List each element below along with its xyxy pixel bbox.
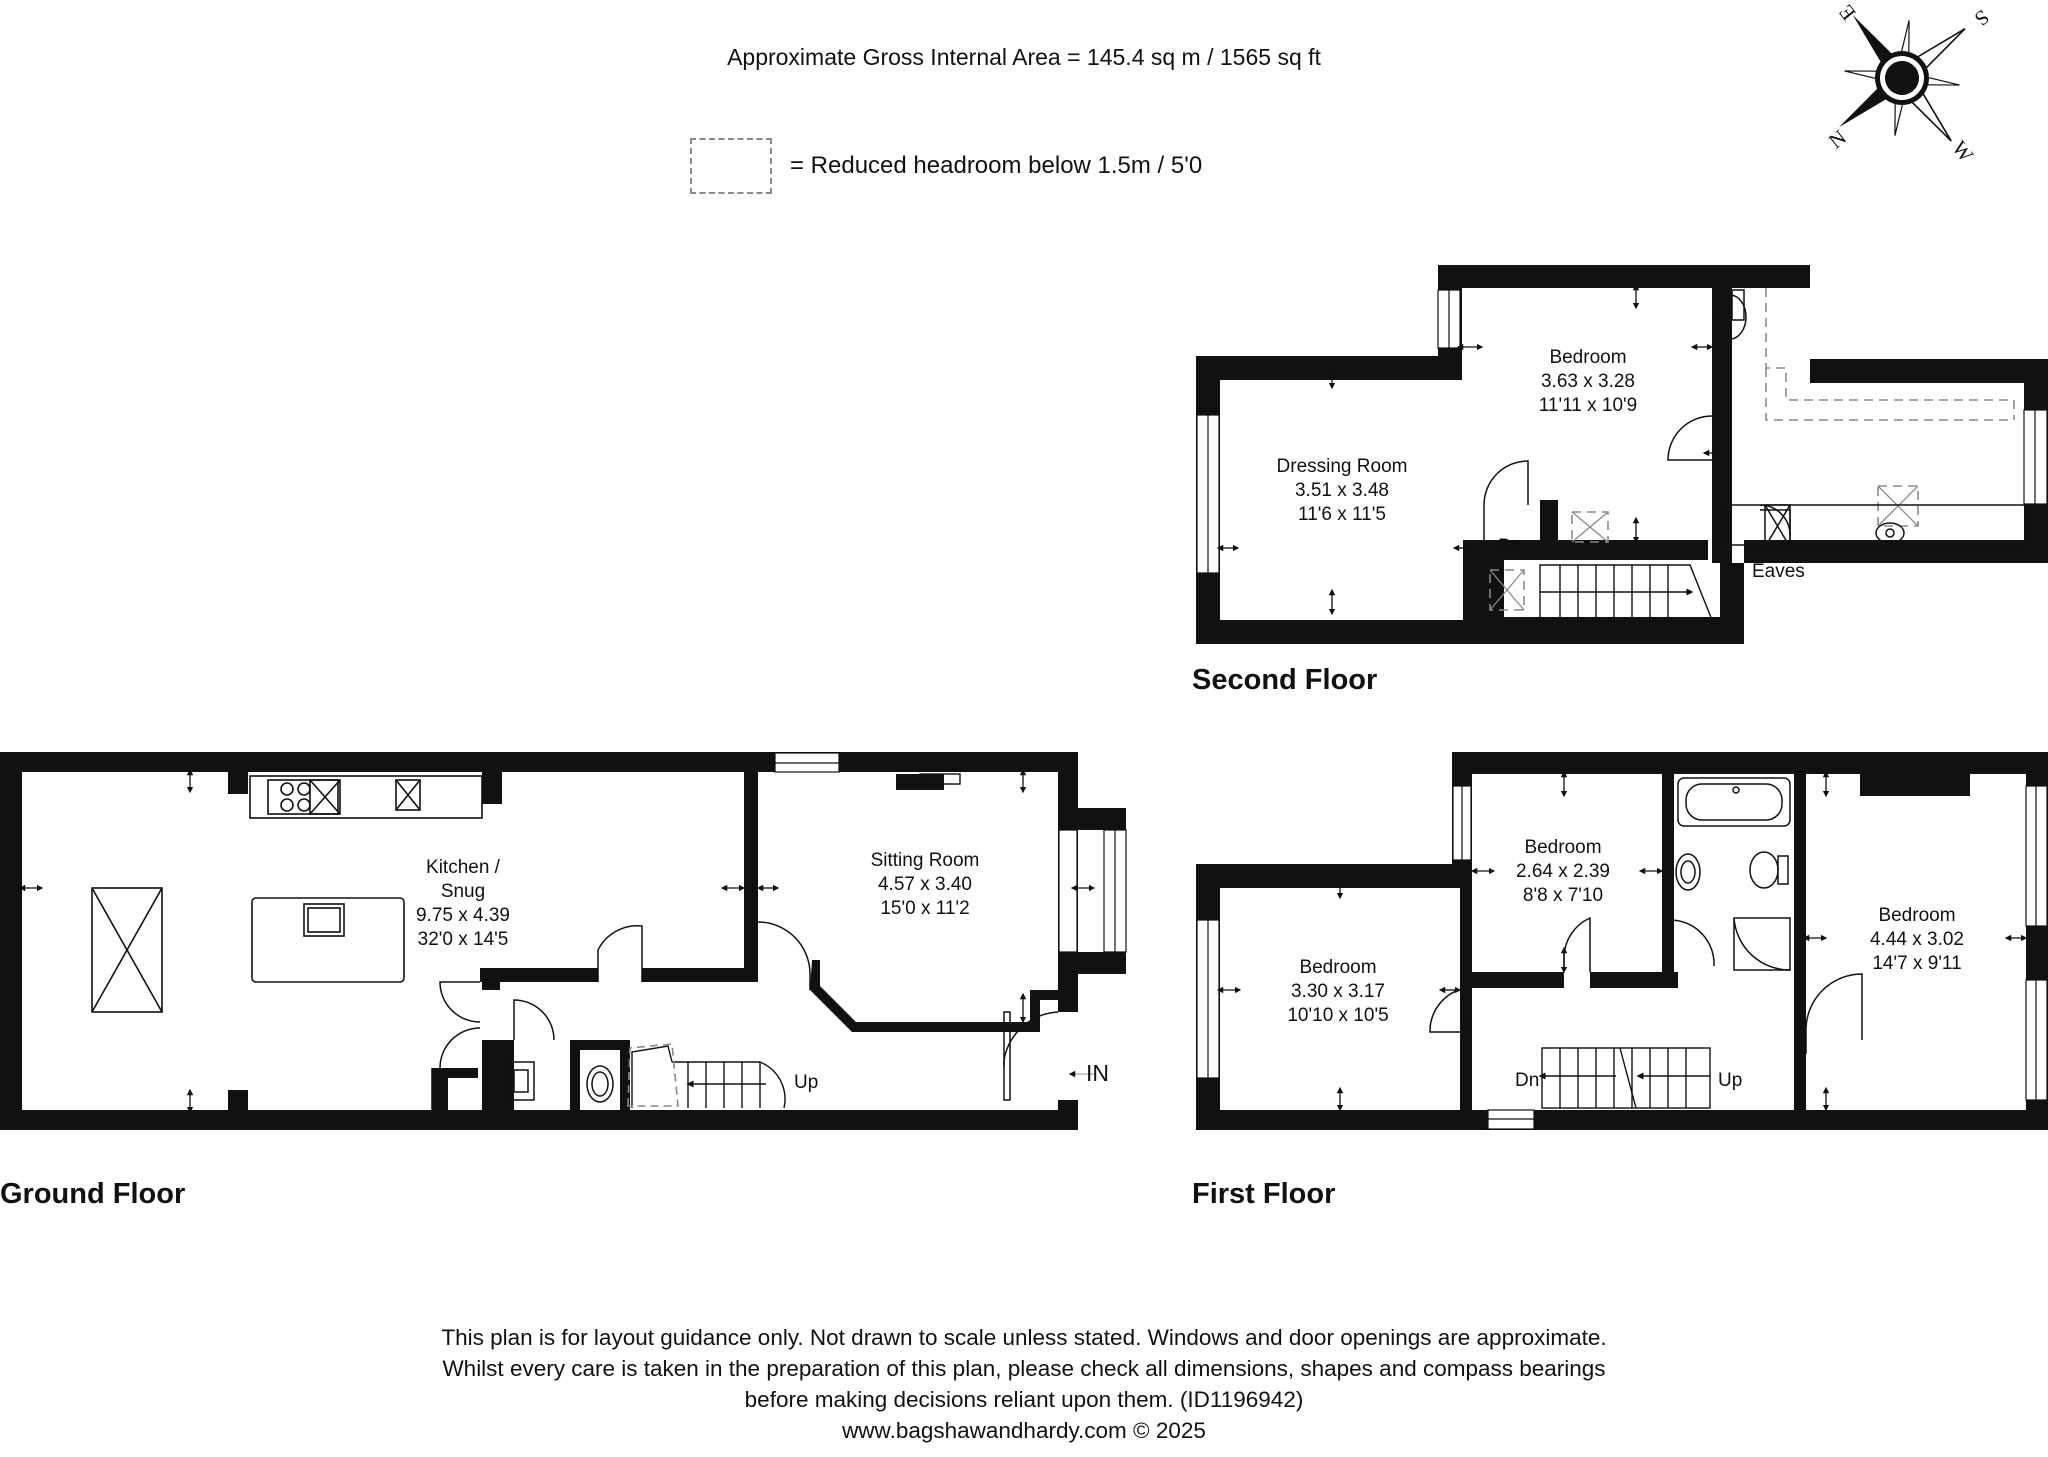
room-metric: 3.51 x 3.48	[1294, 480, 1390, 501]
entrance-label: IN	[1086, 1060, 1109, 1086]
compass-icon	[1790, 0, 2015, 190]
stairs-up-label-ground: Up	[794, 1072, 819, 1093]
room-imperial: 32'0 x 14'5	[417, 929, 509, 950]
room-imperial: 15'0 x 11'2	[880, 898, 970, 919]
room-name: Sitting Room	[870, 850, 980, 871]
website-copyright: www.bagshawandhardy.com © 2025	[842, 1418, 1206, 1443]
stairs-up-label-first: Up	[1718, 1070, 1743, 1091]
room-label-kitchen-snug	[416, 856, 510, 952]
room-metric: 4.44 x 3.02	[1869, 929, 1965, 950]
disclaimer-line-2: Whilst every care is taken in the preparation of this plan, please check all dimensions, shapes and compass bearings	[442, 1356, 1606, 1381]
room-name: Bedroom	[1299, 957, 1377, 978]
compass-letter-w: W	[1947, 136, 1979, 167]
disclaimer-line-3: before making decisions reliant upon them. (ID1196942)	[744, 1387, 1304, 1412]
room-name: Bedroom	[1524, 837, 1602, 858]
room-name: Dressing Room	[1276, 456, 1408, 477]
room-metric: 4.57 x 3.40	[877, 874, 973, 895]
disclaimer-footer	[0, 1322, 2048, 1446]
room-metric: 2.64 x 2.39	[1515, 861, 1611, 882]
room-imperial: 8'8 x 7'10	[1522, 885, 1604, 906]
room-imperial: 14'7 x 9'11	[1872, 953, 1962, 974]
room-name: Bedroom	[1878, 905, 1956, 926]
compass-letter-e: E	[1833, 0, 1861, 26]
floor-title-ground: Ground Floor	[0, 1178, 186, 1210]
room-imperial: 11'11 x 10'9	[1538, 395, 1638, 416]
room-metric: 3.30 x 3.17	[1290, 981, 1386, 1002]
eaves-label: Eaves	[1752, 561, 1805, 582]
room-label-sitting-room	[871, 849, 980, 921]
room-imperial: 11'6 x 11'5	[1298, 504, 1386, 525]
room-metric: 3.63 x 3.28	[1540, 371, 1636, 392]
reduced-headroom-legend-text: = Reduced headroom below 1.5m / 5'0	[790, 152, 1203, 179]
room-name: Bedroom	[1549, 347, 1627, 368]
room-label-dressing-room	[1277, 455, 1408, 527]
disclaimer-line-1: This plan is for layout guidance only. Not drawn to scale unless stated. Windows and door openings are approximate.	[441, 1325, 1607, 1350]
stairs-down-label-second: Dn	[1498, 536, 1523, 557]
room-name-line2: Snug	[440, 881, 486, 902]
floor-title-first: First Floor	[1192, 1178, 1336, 1210]
room-name-line1: Kitchen /	[426, 857, 500, 878]
room-label-bedroom-second	[1539, 346, 1637, 418]
room-metric: 9.75 x 4.39	[415, 905, 511, 926]
floor-title-second: Second Floor	[1192, 664, 1378, 696]
room-label-bedroom-first-middle	[1516, 836, 1610, 908]
compass-letter-n: N	[1824, 125, 1851, 154]
room-imperial: 10'10 x 10'5	[1287, 1005, 1389, 1026]
stairs-down-label-first: Dn	[1515, 1070, 1540, 1091]
room-label-bedroom-first-right	[1870, 904, 1964, 976]
gross-area-text: Approximate Gross Internal Area = 145.4 sq m / 1565 sq ft	[727, 44, 1321, 70]
room-label-bedroom-first-left	[1287, 956, 1388, 1028]
compass-letter-s: S	[1970, 4, 1994, 32]
